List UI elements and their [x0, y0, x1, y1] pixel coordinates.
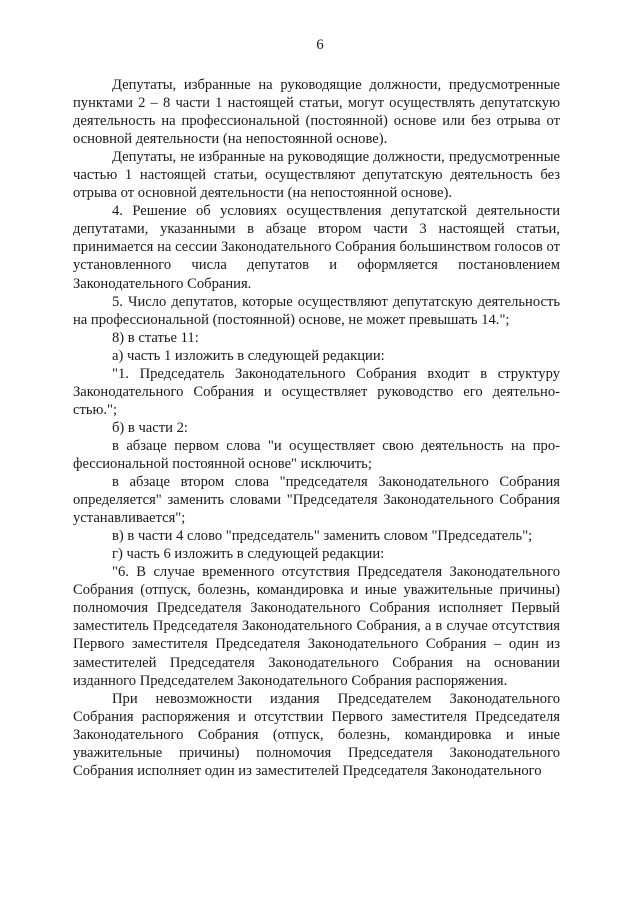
paragraph-impossibility: При невозможности издания Председателем Законодательного Собрания распоряжения и отсутствии Первого заместителя Председателя Законодательного Собрания (отпуск, болезнь, командировка и иные уважительные причины) полномочия Председателя Законодательного Собрания исполняет один из заместителей Председателя Законодательного	[73, 690, 560, 779]
page-number: 6	[316, 37, 324, 53]
paragraph-second-abzac: в абзаце втором слова "председателя Законодательного Собрания определяется" заменить словами "Председателя Законодательного Собрания устанавливается";	[73, 474, 560, 527]
paragraph-temporary-absence: "6. В случае временного отсутствия Председателя Законодательного Собрания (отпуск, болезнь, командировка и иные уважительные причины) полномочия Председателя Законодательного Собрания исполняет Первый заместитель Председателя Законодательного Собрания, а в случае отсутствия Первого заместителя Председателя Законодательного Собрания – один из заместителей Председателя Законодательного Собрания на основании изданного Председателем Законодательного Собрания распоряжения.	[73, 564, 560, 689]
paragraph-first-abzac: в абзаце первом слова "и осуществляет свою деятельность на профессиональной постоянной основе" исключить;	[73, 437, 560, 472]
paragraph-deputies-leadership: Депутаты, избранные на руководящие должности, предусмотренные пунктами 2 – 8 части 1 настоящей статьи, могут осуществлять депутатскую деятельность на профессиональной (постоянной) основе или без отрыва от основной деятельности (на непостоянной основе).	[73, 77, 560, 148]
paragraph-item-5: 5. Число депутатов, которые осуществляют депутатскую деятельность на профессиональной (постоянной) основе, не может превышать 14.";	[73, 293, 560, 328]
document-body	[73, 76, 560, 780]
paragraph-item-4: 4. Решение об условиях осуществления депутатской деятельности депутатами, указанными в абзаце втором части 3 настоящей статьи, принимается на сессии Законодательного Собрания большинством голосов от установленного числа депутатов и оформляется постановлением Законодательного Собрания.	[73, 203, 560, 292]
paragraph-sub-a: а) часть 1 изложить в следующей редакции:	[112, 347, 385, 364]
paragraph-sub-g: г) часть 6 изложить в следующей редакции:	[112, 546, 385, 563]
paragraph-chairman-structure: "1. Председатель Законодательного Собрания входит в структуру Законодательного Собрания и осуществляет руководство его деятельностью.";	[73, 365, 560, 418]
paragraph-sub-v: в) в части 4 слово "председатель" заменить словом "Председатель";	[112, 528, 533, 545]
paragraph-article-11: 8) в статье 11:	[112, 329, 199, 346]
paragraph-sub-b: б) в части 2:	[112, 419, 188, 436]
paragraph-deputies-non-leadership: Депутаты, не избранные на руководящие должности, предусмотренные частью 1 настоящей статьи, осуществляют депутатскую деятельность без отрыва от основной деятельности (на непостоянной основе).	[73, 149, 560, 202]
